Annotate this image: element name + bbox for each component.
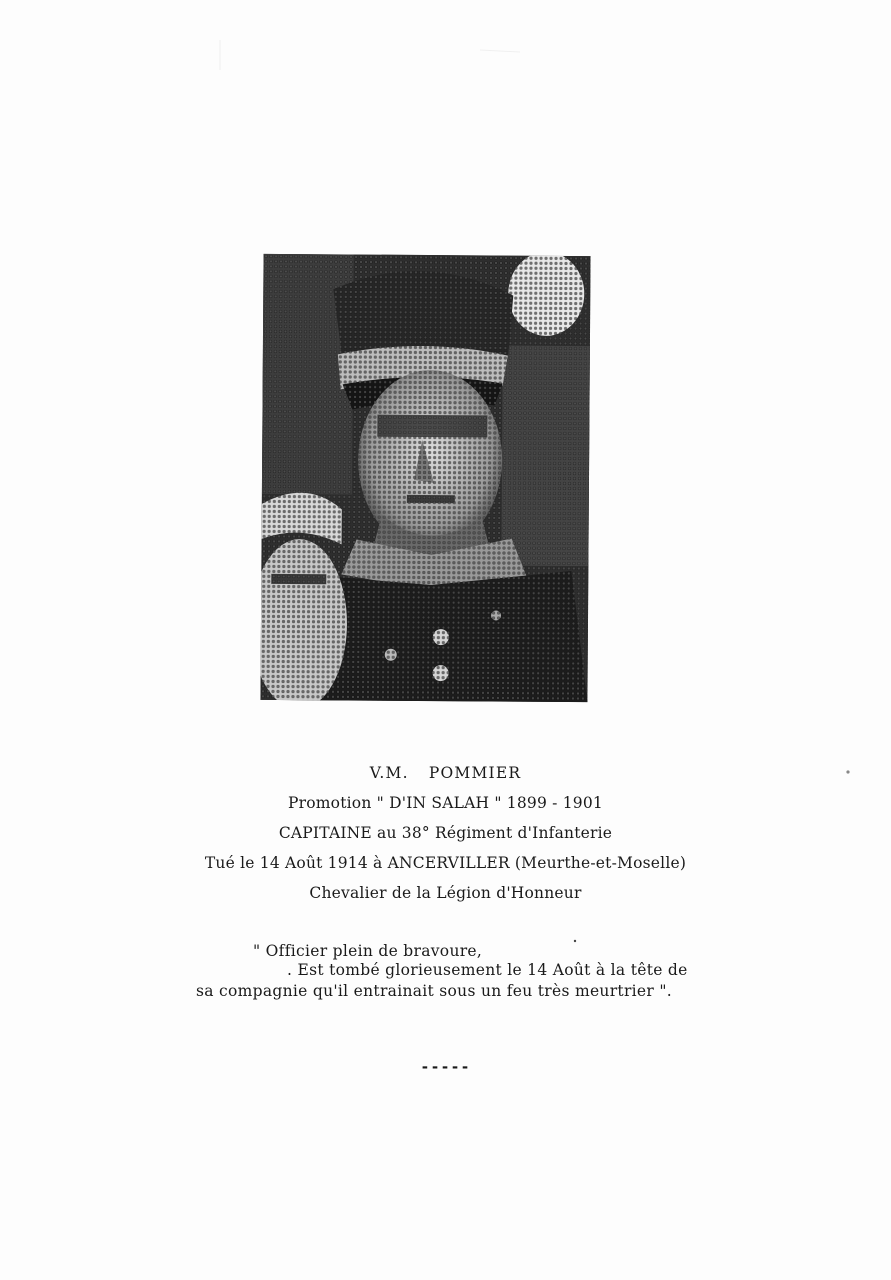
citation-line-3: sa compagnie qu'il entrainait sous un feu très meurtrier ". — [196, 982, 672, 1000]
separator-dashes: ----- — [420, 1058, 471, 1076]
citation-line-2: . Est tombé glorieusement le 14 Août à la tête de — [287, 961, 688, 979]
citation-line-1: " Officier plein de bravoure, — [253, 942, 483, 960]
death-line: Tué le 14 Août 1914 à ANCERVILLER (Meurthe-et-Moselle) — [204, 854, 687, 872]
portrait-photo — [260, 254, 590, 702]
honor-line: Chevalier de la Légion d'Honneur — [309, 884, 582, 902]
promotion-line: Promotion " D'IN SALAH " 1899 - 1901 — [288, 794, 603, 812]
officer-name: V.M. POMMIER — [369, 764, 522, 782]
rank-line: CAPITAINE au 38° Régiment d'Infanterie — [278, 824, 613, 842]
